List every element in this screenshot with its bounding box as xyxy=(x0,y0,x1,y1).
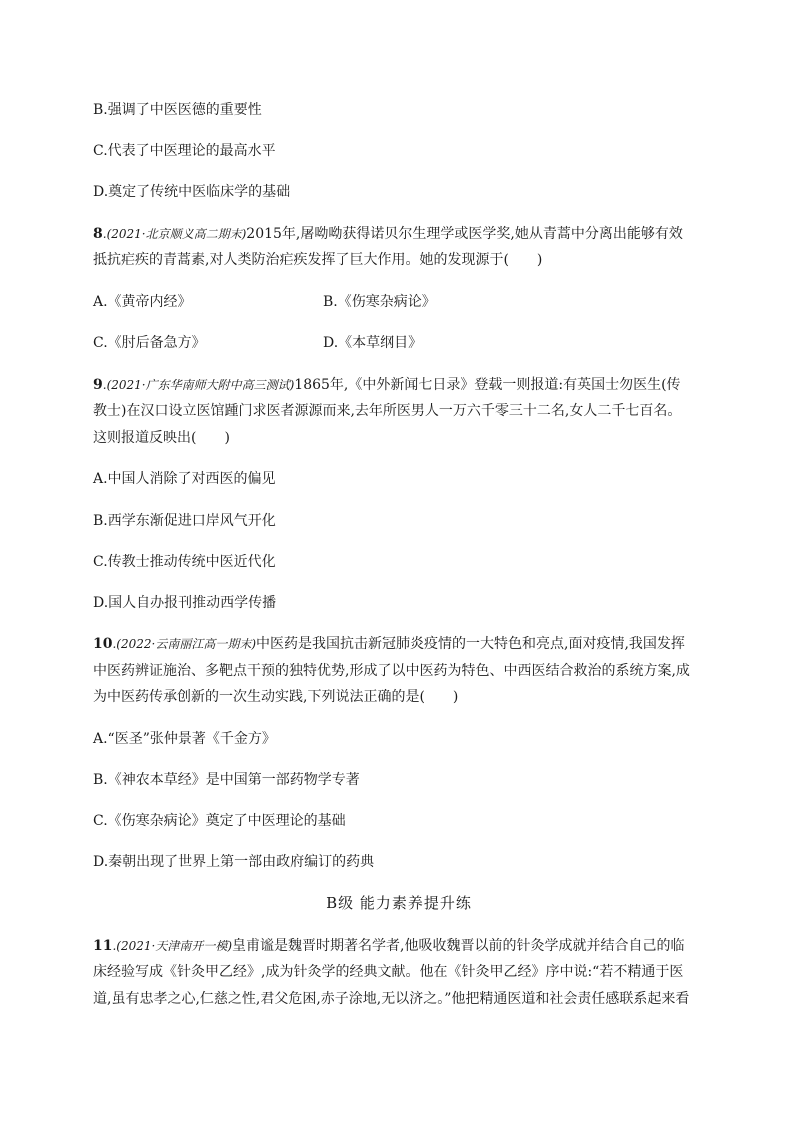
q7-option-c: C.代表了中医理论的最高水平 xyxy=(93,143,276,159)
q9-stem-text-1: 1865年,《中外新闻七日录》登载一则报道:有英国士勿医生(传 xyxy=(294,377,681,393)
q8-option-b: B.《伤寒杂病论》 xyxy=(323,294,436,310)
q9-option-a: A.中国人消除了对西医的偏见 xyxy=(93,471,276,487)
q9-option-b: B.西学东渐促进口岸风气开化 xyxy=(93,513,276,529)
q8-stem-line-2: 抵抗疟疾的青蒿素,对人类防治疟疾发挥了巨大作用。她的发现源于( ) xyxy=(93,252,543,268)
q10-number: 10 xyxy=(93,636,113,652)
q8-stem-line-1 xyxy=(93,224,683,244)
q10-option-b: B.《神农本草经》是中国第一部药物学专著 xyxy=(93,772,360,788)
q10-stem-text-1: 中医药是我国抗击新冠肺炎疫情的一大特色和亮点,面对疫情,我国发挥 xyxy=(256,636,685,652)
q9-stem-line-1 xyxy=(93,375,681,395)
q8-option-d: D.《本草纲目》 xyxy=(323,335,423,351)
q11-stem-line-2: 床经验写成《针灸甲乙经》,成为针灸学的经典文献。他在《针灸甲乙经》序中说:“若不精通于医 xyxy=(93,964,684,980)
q11-stem-text-1: 皇甫谧是魏晋时期著名学者,他吸收魏晋以前的针灸学成就并结合自己的临 xyxy=(232,938,685,954)
q9-source: .(2021·广东华南师大附中高三测试) xyxy=(102,378,295,392)
q10-stem-line-2: 中医药辨证施治、多靶点干预的独特优势,形成了以中医药为特色、中西医结合救治的系统方案,成 xyxy=(93,663,690,679)
q9-stem-line-3: 这则报道反映出( ) xyxy=(93,430,230,446)
q8-number: 8 xyxy=(93,226,103,242)
q8-stem-text-1: 2015年,屠呦呦获得诺贝尔生理学或医学奖,她从青蒿中分离出能够有效 xyxy=(246,226,683,242)
q9-number: 9 xyxy=(93,377,103,393)
q9-option-d: D.国人自办报刊推动西学传播 xyxy=(93,595,277,611)
q11-stem-line-1 xyxy=(93,936,684,956)
q8-source: .(2021·北京顺义高二期末) xyxy=(102,227,247,241)
q10-option-d: D.秦朝出现了世界上第一部由政府编订的药典 xyxy=(93,854,375,870)
q9-stem-line-2: 教士)在汉口设立医馆踵门求医者源源而来,去年所医男人一万六千零三十二名,女人二千七百名。 xyxy=(93,403,682,419)
q8-option-a: A.《黄帝内经》 xyxy=(93,294,192,310)
q10-stem-line-3: 为中医药传承创新的一次生动实践,下列说法正确的是( ) xyxy=(93,689,459,705)
q10-source: .(2022·云南丽江高一期末) xyxy=(112,637,257,651)
q10-option-a: A.“医圣”张仲景著《千金方》 xyxy=(93,731,276,747)
section-heading: B级 能力素养提升练 xyxy=(326,894,472,912)
q11-source: .(2021·天津南开一模) xyxy=(112,939,233,953)
q10-stem-line-1 xyxy=(93,634,685,654)
q9-option-c: C.传教士推动传统中医近代化 xyxy=(93,554,276,570)
q7-option-b: B.强调了中医医德的重要性 xyxy=(93,102,262,118)
q11-number: 11 xyxy=(93,938,113,954)
q7-option-d: D.奠定了传统中医临床学的基础 xyxy=(93,184,291,200)
q11-stem-line-3: 道,虽有忠孝之心,仁慈之性,君父危困,赤子涂地,无以济之。”他把精通医道和社会责任感联系起来看 xyxy=(93,991,690,1007)
q10-option-c: C.《伤寒杂病论》奠定了中医理论的基础 xyxy=(93,813,346,829)
q8-option-c: C.《肘后备急方》 xyxy=(93,335,206,351)
